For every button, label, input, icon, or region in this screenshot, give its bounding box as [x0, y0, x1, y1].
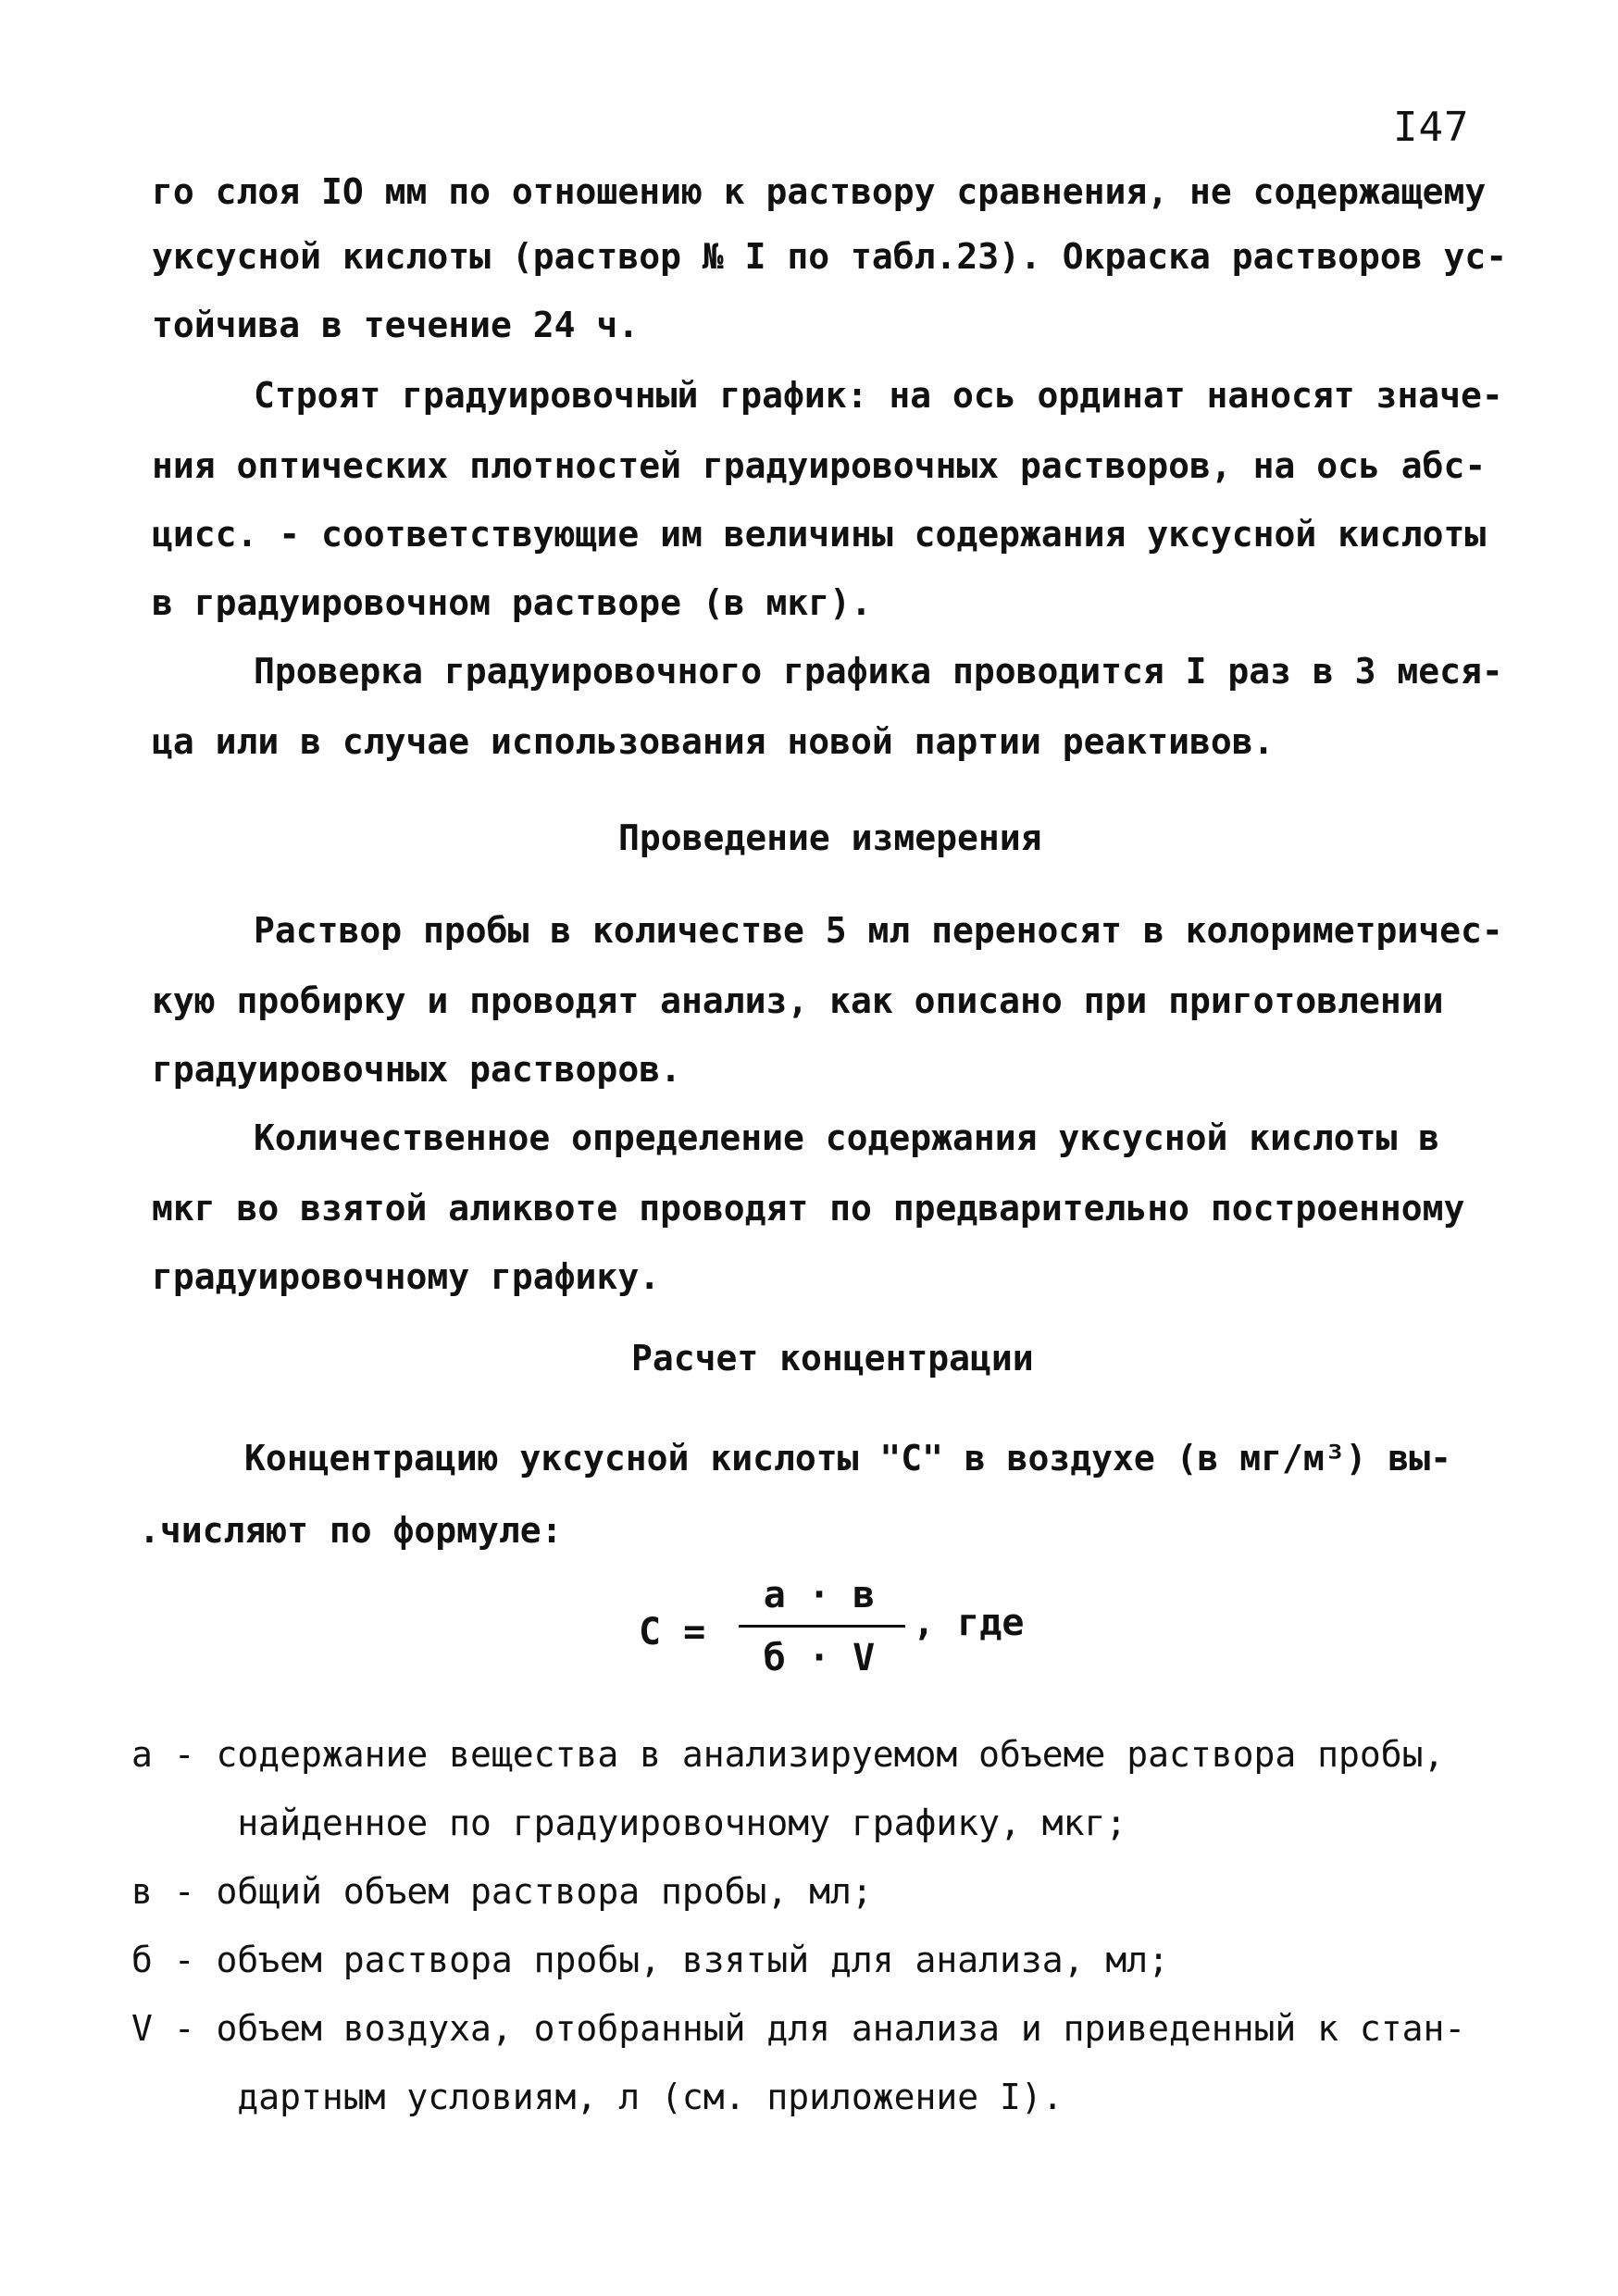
fraction-bar [739, 1625, 905, 1628]
formula-denominator: б · V [763, 1637, 876, 1679]
section-line: Раствор пробы в количестве 5 мл переносят в колориметричес- [254, 910, 1503, 951]
formula-lhs: С = [639, 1611, 706, 1653]
paragraph-line: в градуировочном растворе (в мкг). [152, 582, 872, 623]
formula-suffix: , где [913, 1602, 1025, 1644]
concentration-formula [639, 1574, 1046, 1694]
variable-definition: в - общий объем раствора пробы, мл; [131, 1871, 873, 1912]
formula-numerator: а · в [763, 1574, 876, 1616]
section-line: градуировочному графику. [152, 1256, 661, 1297]
paragraph-line: го слоя IO мм по отношению к раствору сравнения, не содержащему [152, 171, 1487, 212]
paragraph-line: Строят градуировочный график: на ось ординат наносят значе- [254, 375, 1503, 416]
variable-definition: а - содержание вещества в анализируемом объеме раствора пробы, [131, 1734, 1445, 1775]
section-line: Концентрацию уксусной кислоты "С" в воздухе (в мг/м³) вы- [244, 1438, 1452, 1479]
paragraph-line: Проверка градуировочного графика проводится I раз в 3 меся- [254, 651, 1503, 692]
section-line: Количественное определение содержания уксусной кислоты в [254, 1117, 1440, 1158]
variable-definition: найденное по градуировочному графику, мкг; [131, 1803, 1127, 1843]
section-line: мкг во взятой аликвоте проводят по предварительно построенному [152, 1188, 1465, 1229]
paragraph-line: ния оптических плотностей градуировочных растворов, на ось абс- [152, 445, 1487, 486]
section-heading-measurement: Проведение измерения [618, 817, 1042, 858]
variable-definition: V - объем воздуха, отобранный для анализа и приведенный к стан- [131, 2008, 1466, 2049]
paragraph-line: цисс. - соответствующие им величины содержания уксусной кислоты [152, 514, 1487, 555]
section-line: градуировочных растворов. [152, 1049, 681, 1090]
paragraph-line: тойчива в течение 24 ч. [152, 305, 640, 345]
paragraph-line: ца или в случае использования новой партии реактивов. [152, 721, 1275, 762]
paragraph-line: уксусной кислоты (раствор № I по табл.23). Окраска растворов ус- [152, 236, 1508, 277]
page-number: I47 [1393, 104, 1470, 151]
variable-definition: дартным условиям, л (см. приложение I). [131, 2077, 1064, 2117]
section-heading-calculation: Расчет концентрации [631, 1338, 1034, 1379]
section-line: кую пробирку и проводят анализ, как описано при приготовлении [152, 980, 1444, 1021]
section-line: .числяют по формуле: [139, 1510, 563, 1551]
variable-definition: б - объем раствора пробы, взятый для анализа, мл; [131, 1940, 1170, 1980]
